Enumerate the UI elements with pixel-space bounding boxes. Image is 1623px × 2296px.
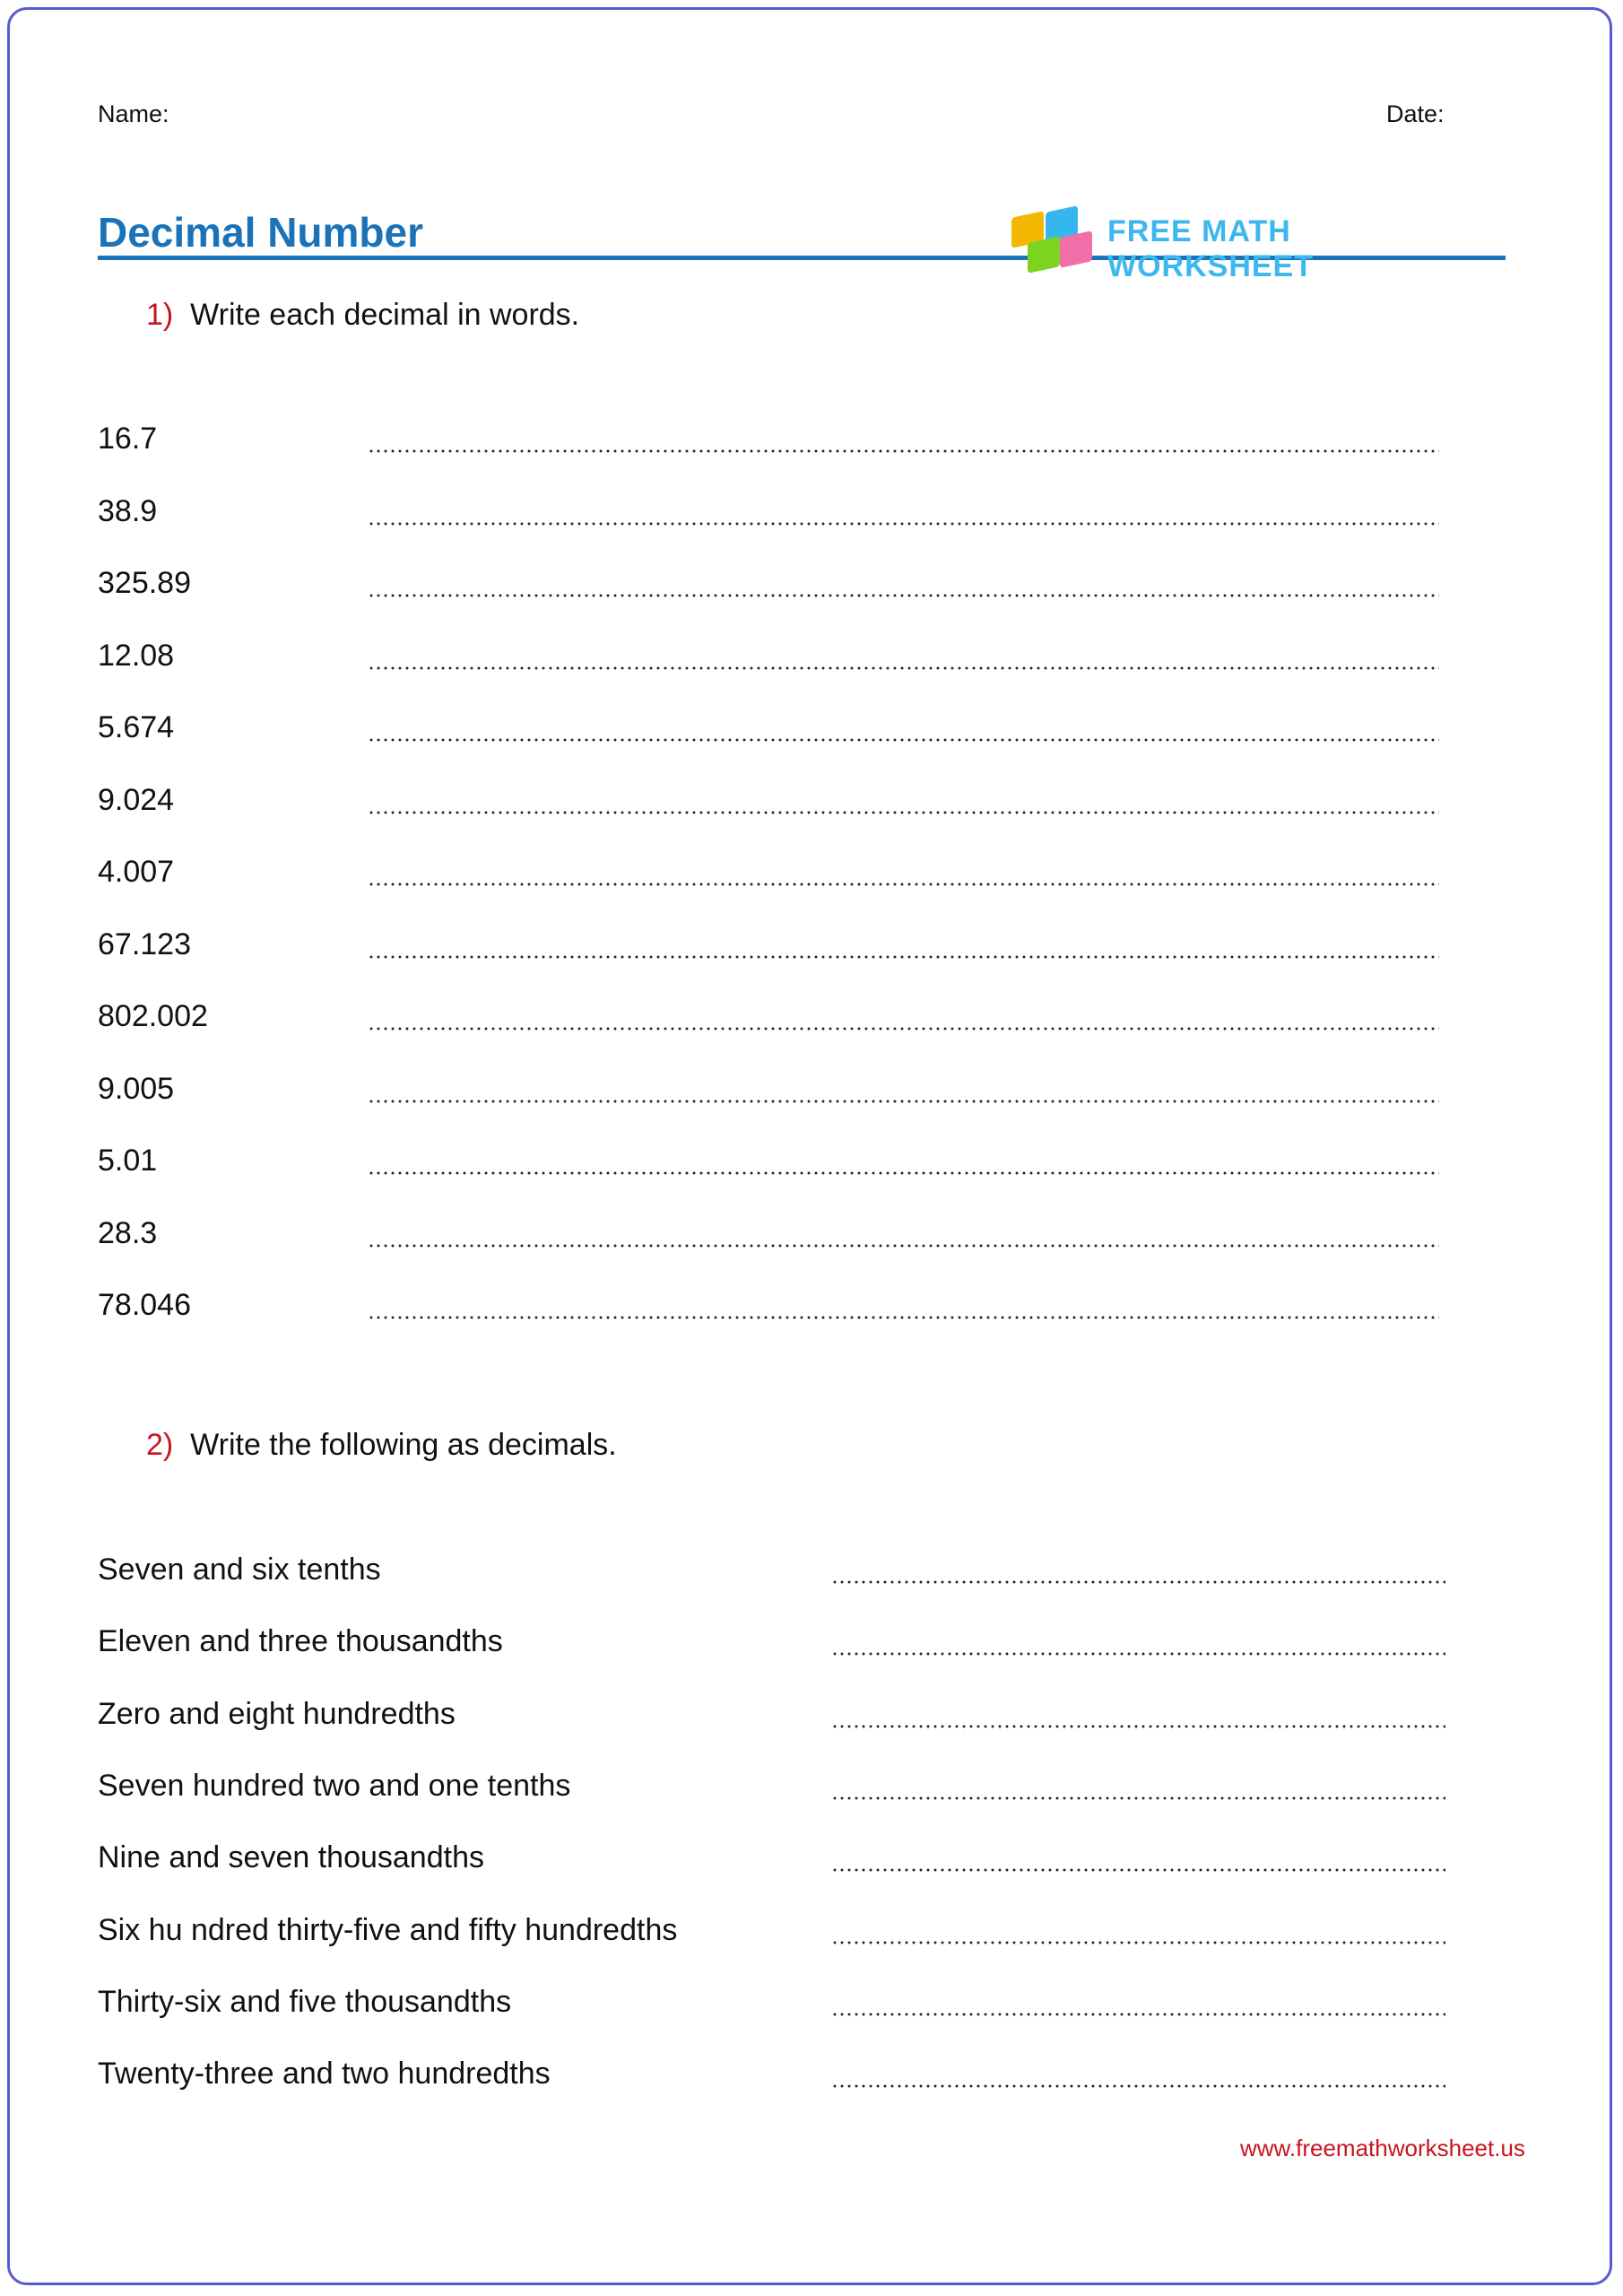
answer-line[interactable]: [831, 1724, 1445, 1729]
answer-line[interactable]: [368, 1026, 1439, 1031]
answer-line[interactable]: [368, 1099, 1439, 1104]
item-label: 16.7: [98, 422, 158, 456]
item-label: Seven and six tenths: [98, 1552, 381, 1587]
item-label: 12.08: [98, 638, 175, 673]
logo-text: FREE MATH WORKSHEET: [1107, 214, 1314, 283]
answer-line[interactable]: [368, 1170, 1439, 1176]
question-instruction: Write each decimal in words.: [190, 298, 580, 332]
cube-green-icon: [1028, 236, 1060, 274]
answer-line[interactable]: [368, 593, 1439, 598]
item-label: Thirty-six and five thousandths: [98, 1984, 512, 2019]
item-label: 325.89: [98, 566, 191, 600]
date-label: Date:: [1386, 100, 1445, 127]
answer-line[interactable]: [368, 521, 1439, 526]
item-label: Twenty-three and two hundredths: [98, 2057, 551, 2092]
answer-line[interactable]: [368, 448, 1439, 454]
answer-line[interactable]: [368, 1243, 1439, 1248]
answer-line[interactable]: [831, 1579, 1445, 1585]
answer-line[interactable]: [831, 1651, 1445, 1657]
item-label: Eleven and three thousandths: [98, 1624, 503, 1659]
answer-line[interactable]: [831, 2012, 1445, 2017]
item-label: 4.007: [98, 855, 175, 889]
answer-line[interactable]: [831, 2083, 1445, 2089]
item-label: 9.024: [98, 782, 175, 817]
answer-line[interactable]: [368, 1315, 1439, 1320]
item-label: Six hu ndred thirty-five and fifty hundredths: [98, 1912, 678, 1947]
answer-line[interactable]: [368, 665, 1439, 671]
item-label: 9.005: [98, 1071, 175, 1106]
item-label: 5.01: [98, 1144, 158, 1178]
item-label: Seven hundred two and one tenths: [98, 1768, 571, 1803]
cube-pink-icon: [1060, 230, 1092, 268]
answer-line[interactable]: [831, 1867, 1445, 1873]
item-label: 38.9: [98, 493, 158, 528]
item-label: 78.046: [98, 1288, 191, 1322]
answer-line[interactable]: [368, 882, 1439, 887]
name-label: Name:: [98, 100, 169, 127]
answer-line[interactable]: [368, 954, 1439, 960]
item-label: 28.3: [98, 1215, 158, 1250]
question-2: [146, 1428, 617, 1463]
question-1: [146, 298, 579, 333]
item-label: 5.674: [98, 710, 175, 744]
item-label: 67.123: [98, 926, 191, 961]
question-instruction: Write the following as decimals.: [190, 1428, 617, 1462]
item-label: Nine and seven thousandths: [98, 1840, 484, 1875]
answer-line[interactable]: [831, 1796, 1445, 1801]
item-label: Zero and eight hundredths: [98, 1696, 456, 1731]
footer-url[interactable]: www.freemathworksheet.us: [1240, 2135, 1525, 2161]
question-number: 2): [146, 1428, 174, 1462]
answer-line[interactable]: [831, 1940, 1445, 1945]
item-label: 802.002: [98, 999, 208, 1033]
free-math-worksheet-logo: [1004, 202, 1506, 283]
answer-line[interactable]: [368, 737, 1439, 743]
question-number: 1): [146, 298, 174, 332]
answer-line[interactable]: [368, 810, 1439, 815]
page-title: Decimal Number: [98, 209, 424, 256]
